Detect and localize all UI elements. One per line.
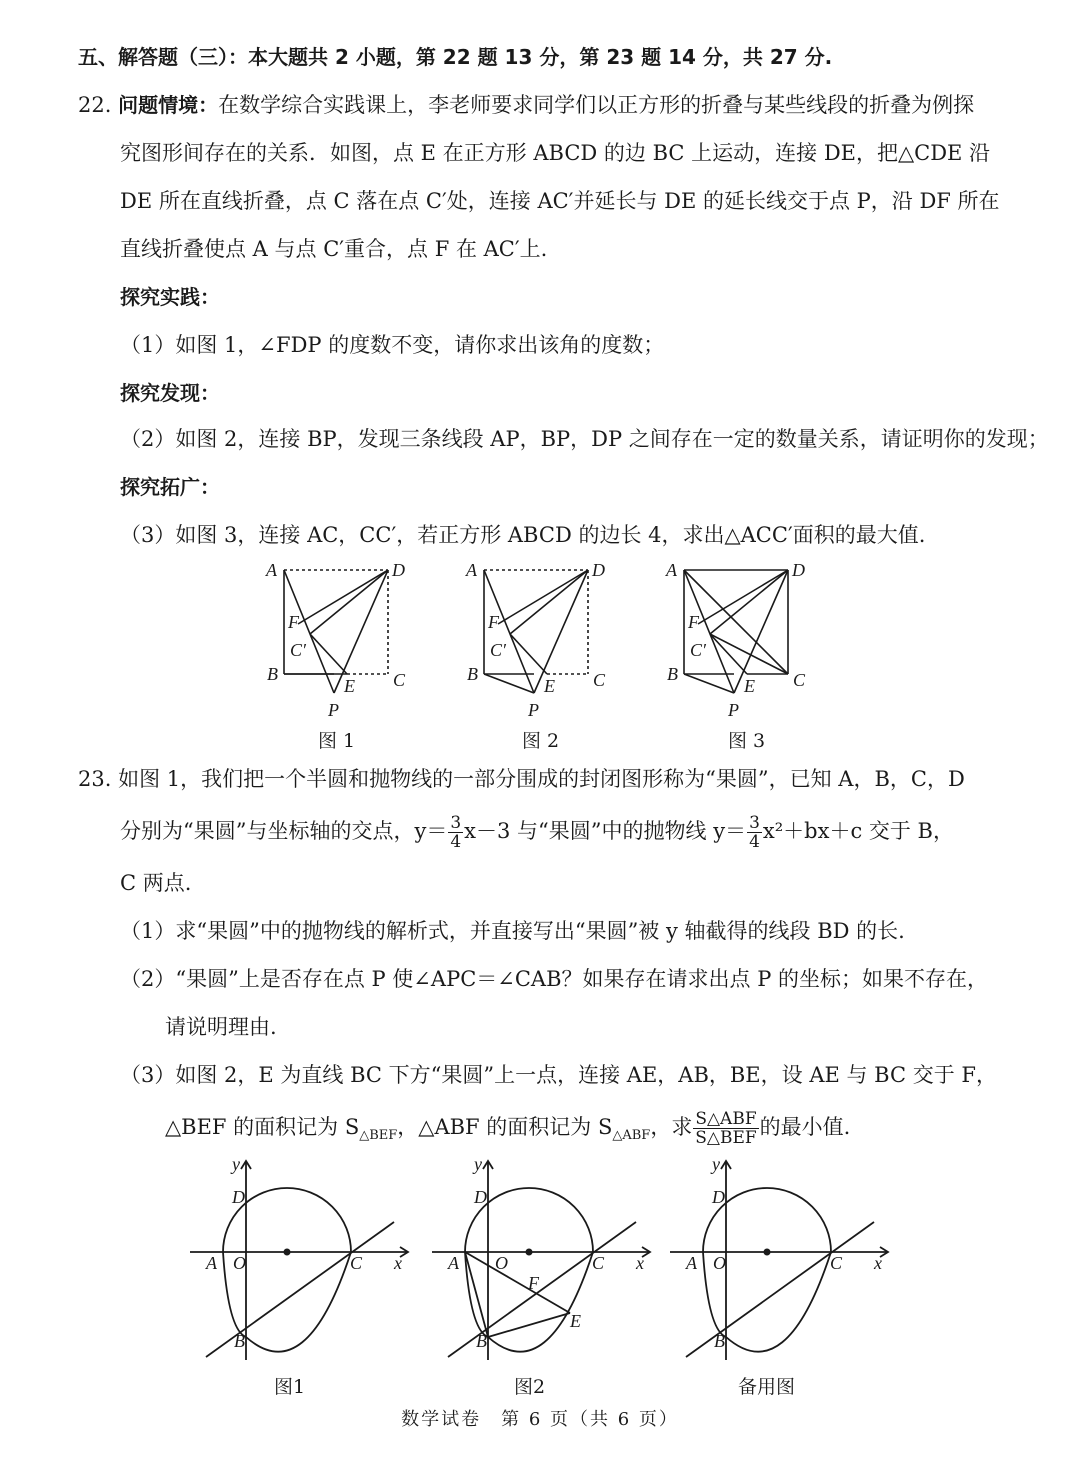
q22-number: 22. xyxy=(78,93,112,117)
label-B: B xyxy=(667,664,678,684)
label-P: P xyxy=(728,700,739,720)
q22-extension-title: 探究拓广： xyxy=(120,475,220,499)
frac-den: 4 xyxy=(450,832,462,852)
axis-y: y xyxy=(474,1155,482,1174)
ratio-num: S△ABF xyxy=(695,1109,757,1129)
label-A: A xyxy=(448,1253,459,1273)
q23-part3-b1: △BEF 的面积记为 S xyxy=(165,1115,360,1139)
q23-spare-figure xyxy=(666,1155,896,1370)
q23-spare-caption: 备用图 xyxy=(738,1376,796,1398)
q22-practice-title: 探究实践： xyxy=(120,285,220,309)
label-A: A xyxy=(466,560,477,580)
q23-line2-b: x－3 与“果圆”中的抛物线 y＝ xyxy=(464,819,747,843)
label-C: C xyxy=(593,670,606,690)
q22-line2: 究图形间存在的关系．如图，点 E 在正方形 ABCD 的边 BC 上运动，连接 DE，把△CDE 沿 xyxy=(120,141,991,165)
q22-line4: 直线折叠使点 A 与点 C′重合，点 F 在 AC′上. xyxy=(120,237,548,261)
q22-fig3-caption: 图 3 xyxy=(728,730,766,752)
area-ratio-fraction xyxy=(693,1110,758,1147)
q22-fig1-caption: 图 1 xyxy=(318,730,356,752)
q23-part3-b4: 的最小值. xyxy=(759,1115,851,1139)
q23-line1 xyxy=(78,764,965,794)
label-E: E xyxy=(744,676,755,696)
q23-part3-b2: ，△ABF 的面积记为 S xyxy=(397,1115,613,1139)
label-E: E xyxy=(570,1311,581,1331)
sub-abf: △ABF xyxy=(612,1128,651,1144)
label-B: B xyxy=(476,1331,487,1351)
label-F: F xyxy=(688,612,699,632)
label-D: D xyxy=(232,1187,245,1207)
label-Cp: C′ xyxy=(690,640,706,660)
label-C: C xyxy=(393,670,406,690)
label-F: F xyxy=(488,612,499,632)
label-D: D xyxy=(712,1187,725,1207)
q23-part1: （1）求“果圆”中的抛物线的解析式，并直接写出“果圆”被 y 轴截得的线段 BD 的长. xyxy=(120,919,905,943)
axis-y: y xyxy=(712,1155,720,1174)
q23-part2-a: （2）“果圆”上是否存在点 P 使∠APC＝∠CAB？如果存在请求出点 P 的坐标；如果不存在， xyxy=(120,967,989,991)
q22-figure-3 xyxy=(662,556,822,721)
label-B: B xyxy=(714,1331,725,1351)
label-B: B xyxy=(267,664,278,684)
label-F: F xyxy=(528,1273,539,1293)
label-Cp: C′ xyxy=(490,640,506,660)
q23-part2-b: 请说明理由. xyxy=(165,1015,277,1039)
label-Cp: C′ xyxy=(290,640,306,660)
q23-line2-a: 分别为“果圆”与坐标轴的交点，y＝ xyxy=(120,819,448,843)
axis-x: x xyxy=(874,1253,882,1273)
q22-discovery-title: 探究发现： xyxy=(120,381,220,405)
q23-text-1: 如图 1，我们把一个半圆和抛物线的一部分围成的封闭图形称为“果圆”，已知 A，B，C，D xyxy=(118,767,965,791)
label-D: D xyxy=(392,560,405,580)
label-P: P xyxy=(528,700,539,720)
label-C: C xyxy=(592,1253,605,1273)
q23-figure-2 xyxy=(428,1155,658,1370)
label-A: A xyxy=(266,560,277,580)
q22-part1: （1）如图 1，∠FDP 的度数不变，请你求出该角的度数； xyxy=(120,333,665,357)
q23-line2 xyxy=(120,814,954,851)
axis-x: x xyxy=(394,1253,402,1273)
q23-part3-a: （3）如图 2，E 为直线 BC 下方“果圆”上一点，连接 AE，AB，BE，设 AE 与 BC 交于 F， xyxy=(120,1063,997,1087)
q22-line1 xyxy=(78,90,974,120)
page-footer: 数学试卷 第 6 页（共 6 页） xyxy=(401,1409,679,1430)
label-E: E xyxy=(344,676,355,696)
label-E: E xyxy=(544,676,555,696)
label-F: F xyxy=(288,612,299,632)
ratio-den: S△BEF xyxy=(695,1128,757,1148)
section-header: 五、解答题（三）：本大题共 2 小题，第 22 题 13 分，第 23 题 14 分，共 27 分. xyxy=(78,45,833,69)
q22-part3: （3）如图 3，连接 AC，CC′，若正方形 ABCD 的边长 4，求出△ACC′面积的最大值. xyxy=(120,523,926,547)
sub-bef: △BEF xyxy=(359,1128,398,1144)
label-C: C xyxy=(830,1253,843,1273)
label-D: D xyxy=(592,560,605,580)
q23-fig1-caption: 图1 xyxy=(274,1376,306,1398)
q22-text-1: 在数学综合实践课上，李老师要求同学们以正方形的折叠与某些线段的折叠为例探 xyxy=(218,93,975,117)
label-D: D xyxy=(474,1187,487,1207)
label-O: O xyxy=(495,1253,508,1273)
q23-figure-1 xyxy=(186,1155,416,1370)
axis-y: y xyxy=(232,1155,240,1174)
fraction-3-4 xyxy=(448,814,463,851)
frac-num: 3 xyxy=(450,813,462,833)
q23-number: 23. xyxy=(78,767,112,791)
label-O: O xyxy=(713,1253,726,1273)
label-C: C xyxy=(350,1253,363,1273)
frac-den-b: 4 xyxy=(749,832,760,852)
q23-fig2-caption: 图2 xyxy=(514,1376,546,1398)
label-A: A xyxy=(686,1253,697,1273)
label-A: A xyxy=(666,560,677,580)
fraction-3-4-b xyxy=(747,814,762,851)
q23-part3-b3: ，求 xyxy=(650,1115,693,1139)
q23-line2-c: x²＋bx＋c 交于 B， xyxy=(762,819,954,843)
q22-label: 问题情境： xyxy=(118,93,219,117)
axis-x: x xyxy=(636,1253,644,1273)
frac-num-b: 3 xyxy=(749,813,760,833)
label-C: C xyxy=(793,670,806,690)
q22-figure-1 xyxy=(262,556,422,721)
label-A: A xyxy=(206,1253,217,1273)
q22-fig2-caption: 图 2 xyxy=(522,730,560,752)
label-B: B xyxy=(234,1331,245,1351)
label-P: P xyxy=(328,700,339,720)
q22-part2: （2）如图 2，连接 BP，发现三条线段 AP，BP，DP 之间存在一定的数量关系，请证明你的发现； xyxy=(120,427,1049,451)
q23-part3-b xyxy=(165,1110,850,1151)
label-D: D xyxy=(792,560,805,580)
q22-line3: DE 所在直线折叠，点 C 落在点 C′处，连接 AC′并延长与 DE 的延长线交于点 P，沿 DF 所在 xyxy=(120,189,1000,213)
q23-line3: C 两点. xyxy=(120,871,192,895)
label-B: B xyxy=(467,664,478,684)
q22-figure-2 xyxy=(462,556,622,721)
label-O: O xyxy=(233,1253,246,1273)
